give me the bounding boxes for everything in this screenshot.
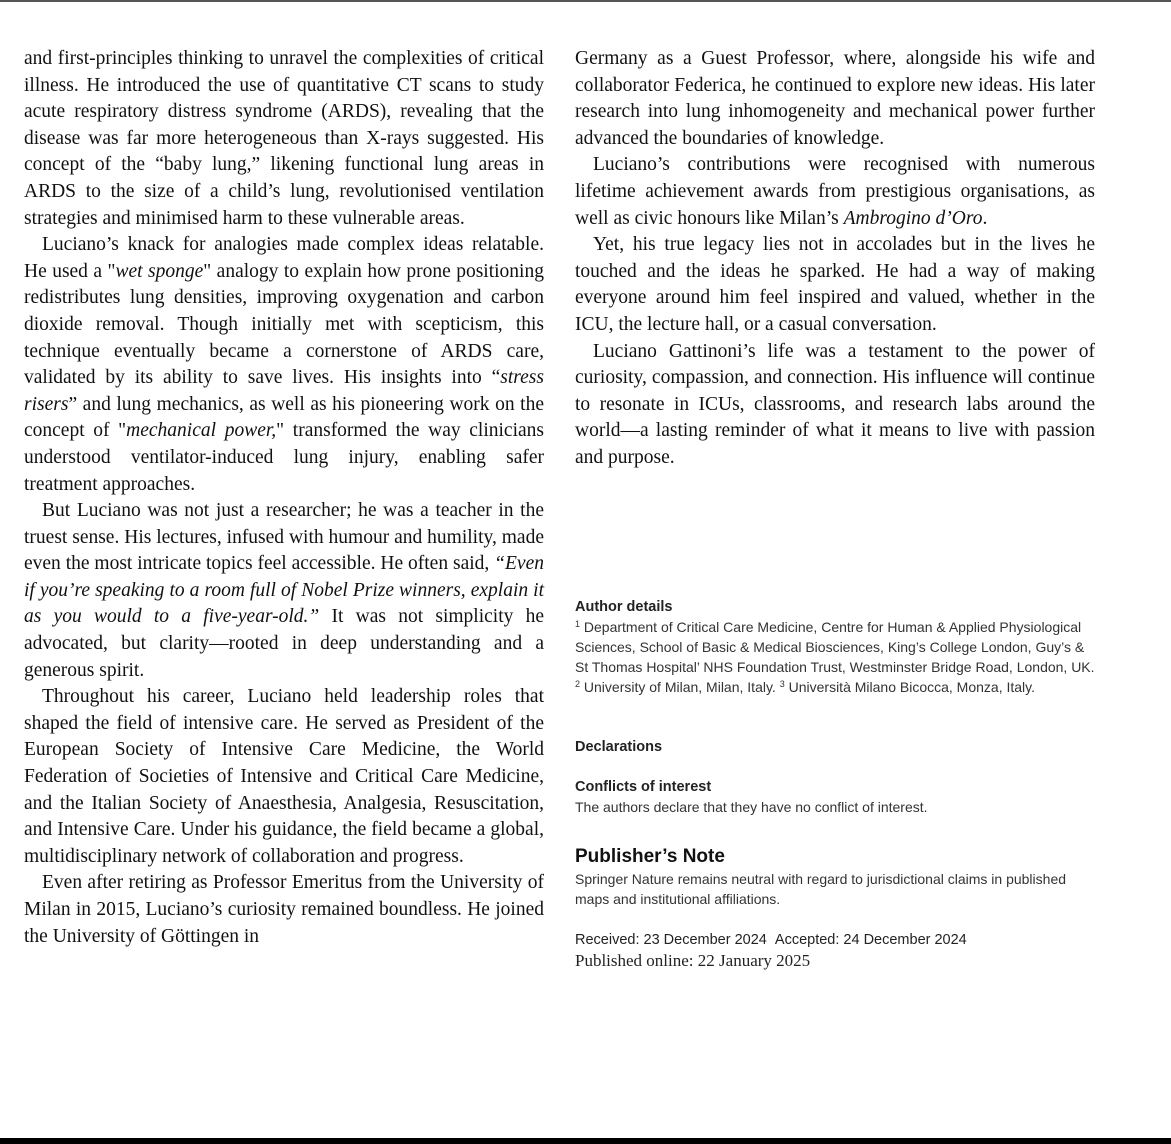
received-accepted-line: [575, 930, 1095, 950]
paragraph-awards: Luciano’s contributions were recognised with numerous lifetime achievement awards from prestigious organisations, as well as civic honours like Milan’s Ambrogino d’Oro.: [575, 154, 1095, 229]
publisher-note-section: [575, 845, 1095, 909]
publisher-note-text: Springer Nature remains neutral with regard to jurisdictional claims in published maps and institutional affiliations.: [575, 871, 1067, 907]
paragraph-analogies: Luciano’s knack for analogies made complex ideas relatable. He used a "wet sponge" analogy to explain how prone positioning redistributes lung densities, improving oxygenation and carbon dioxide removal. Though initially met with scepticism, this technique eventually became a cornerstone of ARDS care, validated by its ability to save lives. His insights into “stress risers” and lung mechanics, as well as his pioneering work on the concept of "mechanical power," transformed the way clinicians understood ventilator-induced lung injury, enabling safer treatment approaches.: [24, 234, 544, 495]
paragraph-testament: Luciano Gattinoni’s life was a testament to the power of curiosity, compassion, and connection. His influence will continue to resonate in ICUs, classrooms, and research labs around the world—a lasting reminder of what it means to live with passion and purpose.: [575, 340, 1095, 468]
right-column: [575, 46, 1095, 472]
conflicts-text: The authors declare that they have no conflict of interest.: [575, 799, 928, 815]
paragraph-legacy: Yet, his true legacy lies not in accolades but in the lives he touched and the ideas he sparked. He had a way of making everyone around him feel inspired and valued, whether in the ICU, the lecture hall, or a casual conversation.: [575, 234, 1095, 335]
author-details-heading: Author details: [575, 599, 673, 615]
author-affiliations: $^1$ Department of Critical Care Medicine, Centre for Human & Applied Physiological Sciences, School of Basic & Medical Biosciences, King’s College London, Guy’s & St Thomas Hospital’ NHS Foundation Trust, Westminster Bridge Road, London, UK. $^2$ University of Milan, Milan, Italy. $^3$ Università Milano Bicocca, Monza, Italy.: [575, 619, 1095, 695]
paragraph-gottingen: Germany as a Guest Professor, where, alongside his wife and collaborator Federica, he continued to explore new ideas. His later research into lung inhomogeneity and mechanical power further advanced the boundaries of knowledge.: [575, 48, 1095, 149]
paragraph-retirement: Even after retiring as Professor Emeritus from the University of Milan in 2015, Luciano’s curiosity remained boundless. He joined the University of Göttingen in: [24, 872, 544, 947]
paragraph-teacher: But Luciano was not just a researcher; he was a teacher in the truest sense. His lectures, infused with humour and humility, made even the most intricate topics feel accessible. He often said, “Even if you’re speaking to a room full of Nobel Prize winners, explain it as you would to a five-year-old.” It was not simplicity he advocated, but clarity—rooted in deep understanding and a generous spirit.: [24, 500, 544, 681]
conflicts-heading: Conflicts of interest: [575, 779, 712, 795]
left-column: [24, 46, 544, 950]
declarations-heading: Declarations: [575, 739, 663, 755]
top-border: [0, 0, 1171, 2]
dates-section: [575, 930, 1095, 971]
publisher-note-heading: Publisher’s Note: [575, 846, 725, 867]
paragraph-baby-lung: and first-principles thinking to unravel the complexities of critical illness. He introduced the use of quantitative CT scans to study acute respiratory distress syndrome (ARDS), revealing that the disease was far more heterogeneous than X-rays suggested. His concept of the “baby lung,” likening functional lung areas in ARDS to the size of a child’s lung, revolutionised ventilation strategies and minimised harm to these vulnerable areas.: [24, 48, 544, 229]
received-date: Received: 23 December 2024: [575, 932, 767, 948]
published-date: Published online: 22 January 2025: [575, 951, 811, 970]
author-details-section: [575, 597, 1095, 697]
bottom-border: [0, 1138, 1171, 1144]
conflicts-section: [575, 777, 1095, 817]
paragraph-leadership: Throughout his career, Luciano held leadership roles that shaped the field of intensive care. He served as President of the European Society of Intensive Care Medicine, the World Federation of Societies of Intensive and Critical Care Medicine, and the Italian Society of Anaesthesia, Analgesia, Resuscitation, and Intensive Care. Under his guidance, the field became a global, multidisciplinary network of collaboration and progress.: [24, 686, 544, 867]
accepted-date: Accepted: 24 December 2024: [774, 932, 967, 948]
declarations-section: [575, 737, 1095, 757]
